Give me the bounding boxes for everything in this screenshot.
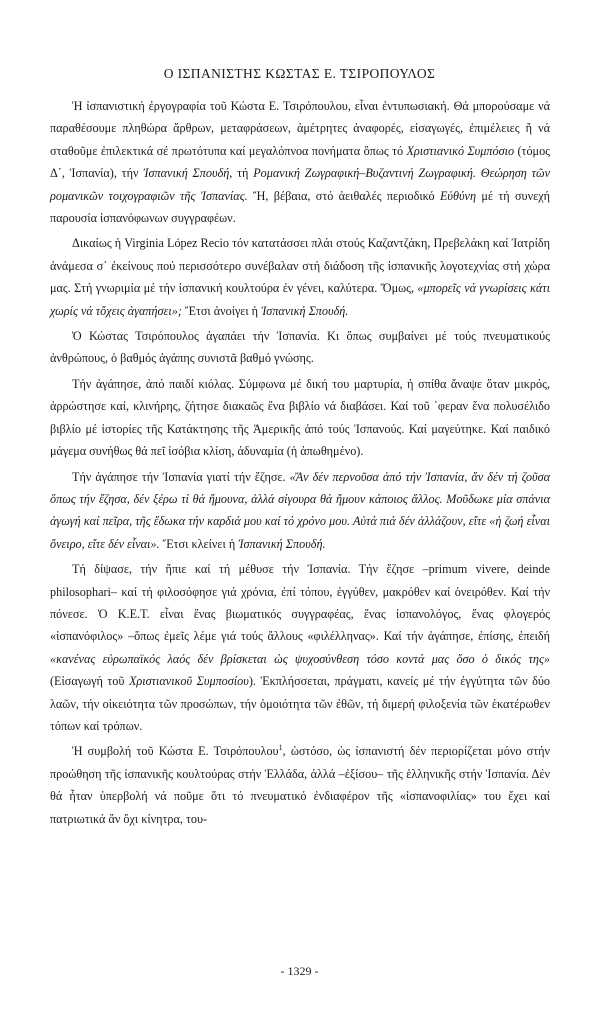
italic-text: Ρομανική Ζωγραφική–Βυζαντινή Ζωγραφική. Θεώρηση τῶν ρομανικῶν τοιχογραφιῶν τῆς Ἰσπανίας. [50,166,550,203]
italic-text: «Ἄν δέν περνοῦσα ἀπό τήν Ἰσπανία, ἄν δέν τή ζοῦσα ὅπως τήν ἔζησα, δέν ξέρω τί θά ἤμουνα, ἀλλά σίγουρα θά ἤμουν κάποιος ἄλλος. Μοῦδωκε μία σπάνια ἀγωγή καί πεῖρα, τῆς ἔδωκα τήν καρδιά μου καί τό χρόνο μου. Αὐτά πιά δέν ἀλλάζουν, εἴτε «ἡ ζωή εἶναι ὄνειρο, εἴτε δέν εἶναι». [50,469,550,551]
text-run: Ἡ ἰσπανιστική ἐργογραφία τοῦ Κώστα Ε. Τσιρόπουλου, εἶναι ἐντυπωσιακή. Θά μπορούσαμε νά παραθέσουμε πληθώρα ἄρθρων, μεταφράσεων, ἀμέτρητες ἀναφορές, εἰσαγωγές, ἐπιμέλειες ἤ νά σταθοῦμε ἐπιλεκτικά σέ πρωτότυπα καί μεγαλόπνοα πονήματα ὅπως τό [50,99,550,158]
page-title: Ο ΙΣΠΑΝΙΣΤΗΣ ΚΩΣΤΑΣ Ε. ΤΣΙΡΟΠΟΥΛΟΣ [163,66,436,81]
italic-text: «μπορεῖς νά γνωρίσεις κάτι χωρίς νά τὄχεις ἀγαπήσει»; [50,281,550,318]
text-run: ). Ἐκπλήσσεται, πράγματι, κανείς μέ τήν ἐγγύτητα τῶν δύο λαῶν, τήν οἰκειότητα τῶν προσώπων, τήν ὁμοιότητα τῶν ἐθῶν, τή διμερή φιλοξενία τῶν ἑκατέρωθεν τόπων καί τρόπων. [50,674,550,733]
footnote-marker: 1 [278,743,283,753]
body-text [50,95,550,833]
paragraph [50,325,550,370]
italic-text: Χριστιανικοῦ Συμποσίου [128,674,249,689]
italic-text: Εὐθύνη [439,188,477,203]
italic-text: Ἰσπανική Σπουδή [143,166,230,181]
text-run: , τή [229,166,254,181]
paragraph [50,466,550,556]
text-run: Τήν ἀγάπησε, ἀπό παιδί κιόλας. Σύμφωνα μέ δική του μαρτυρία, ἡ σπίθα ἄναψε ὅταν μικρός, ἀρρώστησε καί, κλινήρης, ζήτησε διακαῶς ἕνα βιβλίο νά διαβάσει. Καί τοῦ ᾽φεραν ἕνα πολυσέλιδο βιβλίο μέ ἱστορίες τῆς Κατάκτησης τῆς Ἀμερικῆς ἀπό τούς Ἰσπανούς. Καί μαγεύτηκε. Καί παιδικό μάγεμα συνήθως θά πεῖ ἰσόβια κλίση, ἀδυναμία (ἡ ἀπωθημένο). [50,376,550,459]
paragraph [50,558,550,737]
text-run: , ὡστόσο, ὡς ἰσπανιστή δέν περιορίζεται μόνο στήν προώθηση τῆς ἰσπανικῆς κουλτούρας στήν Ἑλλάδα, ἀλλά –ἐξίσου– τῆς ἑλληνικῆς στήν Ἰσπανία. Δέν θά ἦταν ὑπερβολή νά ποῦμε ὅτι τό πνευματικό ἐνδιαφέρον τῆς «ἰσπανοφιλίας» του ἔχει καί πατριωτικά ἄν ὄχι κίνητρα, του- [50,744,550,826]
paragraph [50,95,550,229]
text-run: Ὁ Κώστας Τσιρόπουλος ἀγαπάει τήν Ἰσπανία. Κι ὅπως συμβαίνει μέ τούς πνευματικούς ἀνθρώπους, ὁ βαθμός ἀγάπης συνιστᾶ βαθμό γνώσης. [50,329,550,366]
text-run: Ἔτσι κλείνει ἡ [159,536,239,551]
text-run: μέ τή συνεχή παρουσία ἰσπανόφωνων συγγραφέων. [50,188,550,226]
text-run: (Εἰσαγωγή τοῦ [50,674,129,689]
italic-text: Χριστιανικό Συμπόσιο [406,143,515,158]
text-run: Τή δίψασε, τήν ἤπιε καί τή μέθυσε τήν Ἰσπανία. Τήν ἔζησε –primum vivere, deinde philosophari– καί τή φιλοσόφησε γιά χρόνια, ἐπί τόπου, ἐγγύθεν, μακρόθεν καί ὀνειρόθεν. Καί τήν πόνεσε. Ὁ Κ.Ε.Τ. εἶναι ἕνας βιωματικός συγγραφέας, ἕνας ἰσπανολόγος, ἕνας φλογερός «ἰσπανόφιλος» –ὅπως ἐμεῖς λέμε γιά τούς ἄλλους «φιλέλληνας». Καί τήν ἀγάπησε, ἐπίσης, ἐπειδή [50,562,550,644]
italic-text: Ἰσπανική Σπουδή. [261,303,349,318]
paragraph [50,740,550,830]
page-number: - 1329 - [280,964,319,978]
text-run: Τήν ἀγάπησε τήν Ἰσπανία γιατί τήν ἔζησε. [72,469,290,484]
paragraph [50,373,550,463]
text-run: Ἡ συμβολή τοῦ Κώστα Ε. Τσιρόπουλου [72,744,279,759]
italic-text: «κανένας εὐρωπαϊκός λαός δέν βρίσκεται ὡς ψυχοσύνθεση τόσο κοντά μας ὅσο ὁ δικός της» [50,651,550,666]
text-run: Ἤ, βέβαια, στό ἀειθαλές περιοδικό [247,188,440,203]
text-run: Δικαίως ἡ Virginia López Recio τόν κατατάσσει πλάι στούς Καζαντζάκη, Πρεβελάκη καί Ἰατρίδη ἀνάμεσα σ᾽ ἐκείνους πού περισσότερο συνέβαλαν στή διάδοση τῆς ἰσπανικῆς λογοτεχνίας στή χώρα μας. Στή γνωριμία μέ τήν ἰσπανική κουλτούρα ἐν γένει, καλύτερα. Ὅμως, [50,236,550,296]
paragraph [50,232,550,322]
italic-text: Ἰσπανική Σπουδή. [238,536,326,551]
text-run: (τόμος Δ΄, Ἰσπανία), τήν [50,143,550,181]
text-run: Ἔτσι ἀνοίγει ἡ [181,303,262,318]
